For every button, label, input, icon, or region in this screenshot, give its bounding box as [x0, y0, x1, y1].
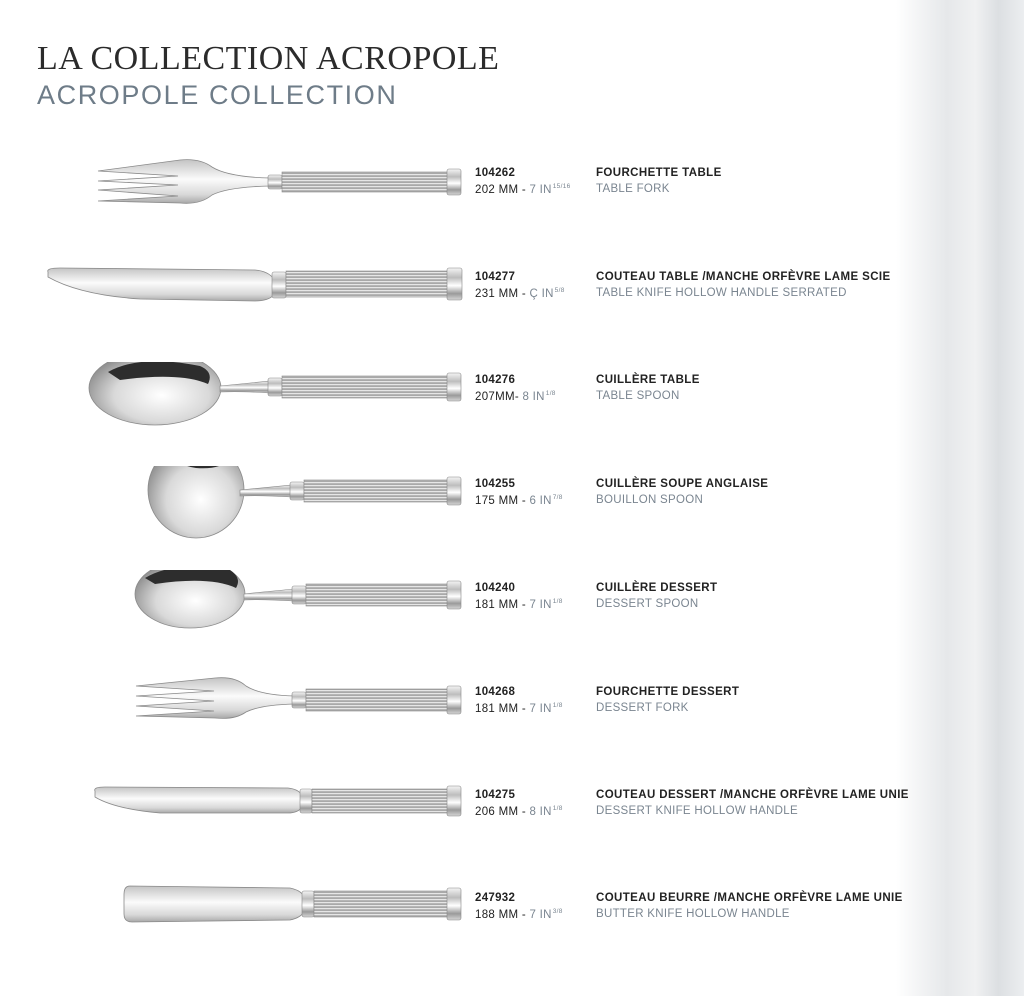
- product-name-en: TABLE FORK: [596, 183, 670, 195]
- product-code: 104277: [475, 271, 516, 283]
- product-row: [0, 674, 900, 754]
- product-name-en: TABLE KNIFE HOLLOW HANDLE SERRATED: [596, 287, 847, 299]
- bouillon-spoon-icon: [0, 466, 470, 546]
- table-fork-icon: [0, 155, 470, 235]
- product-name-en: DESSERT FORK: [596, 702, 689, 714]
- dessert-fork-icon: [0, 674, 470, 754]
- product-size: 207MM- 8 $IN^{1/8}$: [475, 390, 556, 403]
- product-name-fr: COUTEAU DESSERT /MANCHE ORFÈVRE LAME UNIE: [596, 789, 909, 801]
- product-row: [0, 155, 900, 235]
- product-size: 231 MM - Ç $IN^{5/8}$: [475, 287, 565, 300]
- product-size: 181 MM - 7 $IN^{1/8}$: [475, 702, 563, 715]
- product-row: [0, 259, 900, 339]
- product-name-en: BOUILLON SPOON: [596, 494, 704, 506]
- dessert-spoon-icon: [0, 570, 470, 650]
- product-row: [0, 362, 900, 442]
- product-size: 181 MM - 7 $IN^{1/8}$: [475, 598, 563, 611]
- butter-knife-icon: [0, 880, 470, 960]
- product-name-fr: COUTEAU TABLE /MANCHE ORFÈVRE LAME SCIE: [596, 271, 891, 283]
- product-name-fr: CUILLÈRE TABLE: [596, 374, 700, 386]
- product-row: [0, 466, 900, 546]
- product-size: 188 MM - 7 $IN^{3/8}$: [475, 908, 563, 921]
- product-name-en: BUTTER KNIFE HOLLOW HANDLE: [596, 908, 790, 920]
- product-name-en: DESSERT KNIFE HOLLOW HANDLE: [596, 805, 798, 817]
- product-name-en: DESSERT SPOON: [596, 598, 699, 610]
- page-subtitle: ACROPOLE COLLECTION: [37, 80, 398, 110]
- product-size: 206 MM - 8 $IN^{1/8}$: [475, 805, 563, 818]
- product-name-en: TABLE SPOON: [596, 390, 680, 402]
- product-row: [0, 880, 903, 960]
- table-spoon-icon: [0, 362, 470, 442]
- product-name-fr: CUILLÈRE SOUPE ANGLAISE: [596, 478, 769, 490]
- product-row: [0, 570, 900, 650]
- product-code: 104268: [475, 686, 516, 698]
- dessert-knife-icon: [0, 777, 470, 857]
- table-knife-icon: [0, 259, 470, 339]
- product-code: 104262: [475, 167, 516, 179]
- product-code: 104240: [475, 582, 516, 594]
- product-name-fr: CUILLÈRE DESSERT: [596, 582, 718, 594]
- product-size: 175 MM - 6 $IN^{7/8}$: [475, 494, 563, 507]
- product-name-fr: FOURCHETTE DESSERT: [596, 686, 740, 698]
- page-edge-shadow: [896, 0, 1024, 996]
- product-size: 202 MM - 7 $IN^{15/16}$: [475, 183, 571, 196]
- product-name-fr: FOURCHETTE TABLE: [596, 167, 722, 179]
- product-code: 104255: [475, 478, 516, 490]
- product-code: 247932: [475, 892, 516, 904]
- product-code: 104275: [475, 789, 516, 801]
- product-code: 104276: [475, 374, 516, 386]
- page-title: LA COLLECTION ACROPOLE: [37, 40, 500, 77]
- product-name-fr: COUTEAU BEURRE /MANCHE ORFÈVRE LAME UNIE: [596, 892, 903, 904]
- product-row: [0, 777, 909, 857]
